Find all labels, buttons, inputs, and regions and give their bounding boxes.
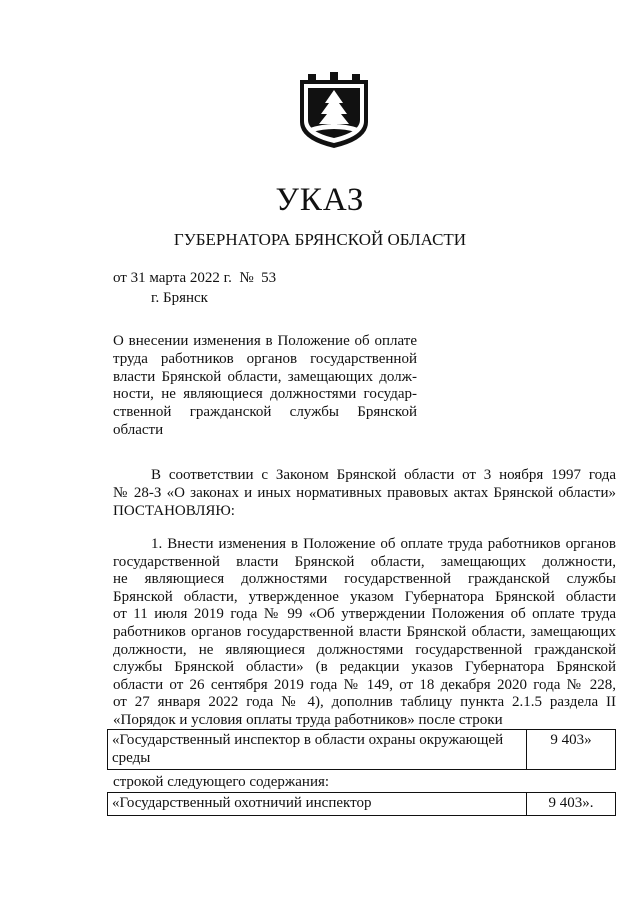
clause-line: должности, не являющиеся должностями государственной гражданской [113,641,616,658]
salary-table-new-row [107,792,616,816]
document-city: г. Брянск [151,290,208,306]
preamble-paragraph [113,467,616,520]
clause-line: государственной власти Брянской области, замещающих должности, [113,553,616,570]
subject-line: О внесении изменения в Положение об оплате [113,333,417,349]
subject-line: труда работников органов государственной [113,350,417,367]
table-cell-amount: 9 403». [527,793,616,816]
clause-line: 1. Внести изменения в Положение об оплате труда работников органов [151,536,616,552]
clause-line: «Порядок и условия оплаты труда работников» после строки [113,711,503,728]
table-cell-position: «Государственный охотничий инспектор [108,793,527,816]
preamble-line: № 28-З «О законах и иных нормативных правовых актах Брянской области» [113,484,616,501]
clause-line: работников органов государственной власти Брянской области, замещающих [113,623,616,640]
subject-line: области [113,421,164,438]
subject-line: ности, не являющиеся должностями государ- [113,386,417,403]
subject-line: ственной гражданской службы Брянской [113,404,417,421]
document-date-number: от 31 марта 2022 г. № 53 [113,270,277,286]
clause-line: службы Брянской области» (в редакции указов Губернатора Брянской [113,659,616,676]
subject-line: власти Брянской области, замещающих долж- [113,368,417,385]
clause-line: Брянской области, утвержденное указом Губернатора Брянской области [113,588,616,605]
preamble-line: ПОСТАНОВЛЯЮ: [113,502,235,519]
coat-of-arms-icon [296,70,372,150]
clause-line: области от 26 сентября 2019 года № 149, от 18 декабря 2020 года № 228, [113,676,616,693]
preamble-line: В соответствии с Законом Брянской области от 3 ноября 1997 года [151,467,616,483]
table-cell-position: «Государственный инспектор в области охраны окружающей среды [108,730,527,770]
clause-1-paragraph [113,536,616,730]
table-row [108,730,616,770]
clause-line: от 11 июля 2019 года № 99 «Об утверждении Положения об оплате труда [113,606,616,623]
between-text: строкой следующего содержания: [113,774,330,790]
clause-line: от 27 января 2022 года № 4), дополнив таблицу пункта 2.1.5 раздела II [113,694,616,711]
clause-line: не являющиеся должностями государственной гражданской службы [113,571,616,588]
table-cell-amount: 9 403» [527,730,616,770]
document-subject [113,333,417,440]
table-row [108,793,616,816]
salary-table-existing-row [107,729,616,770]
document-title: УКАЗ [275,182,365,218]
document-subtitle: ГУБЕРНАТОРА БРЯНСКОЙ ОБЛАСТИ [173,230,467,249]
